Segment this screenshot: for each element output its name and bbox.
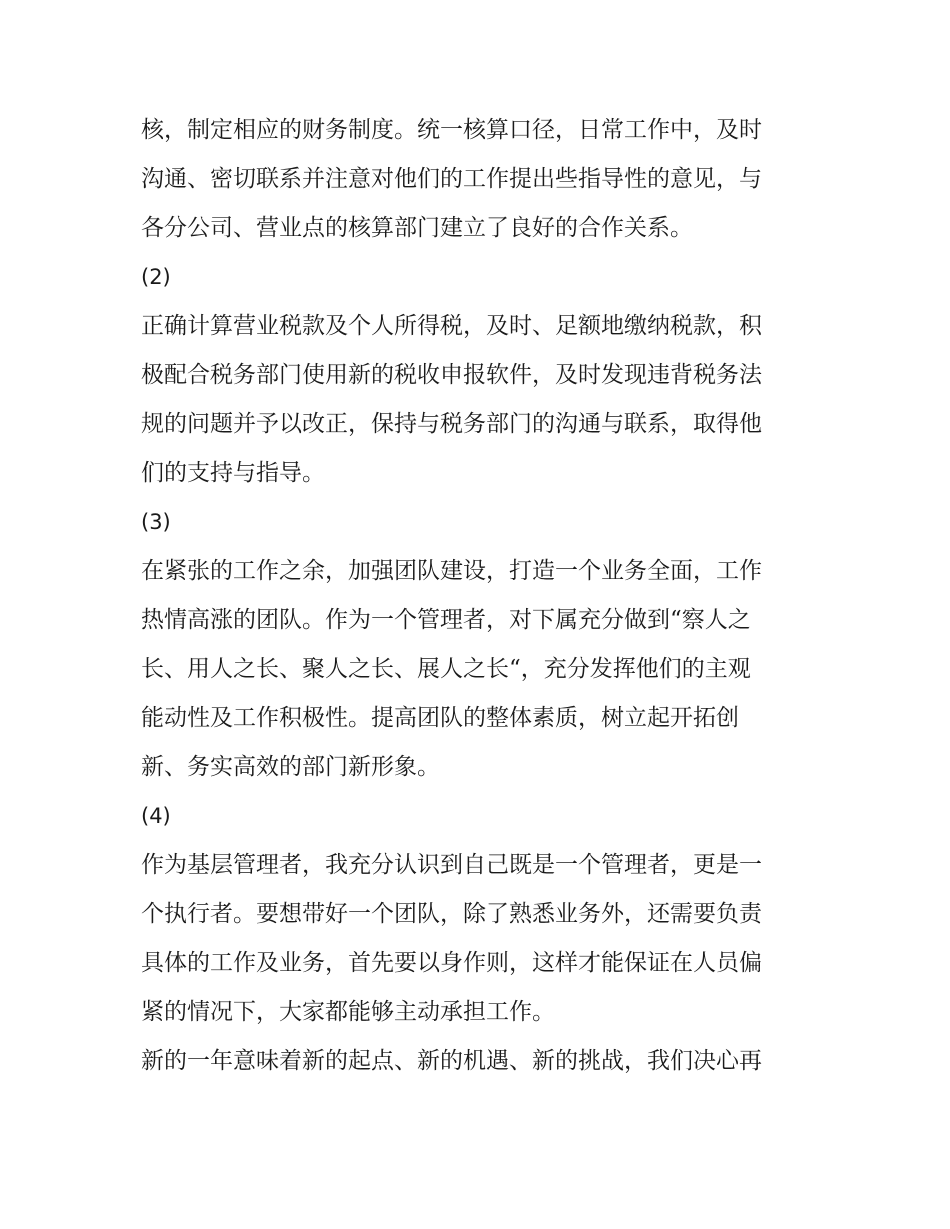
list-marker: (3) xyxy=(141,510,171,534)
text-line: 正确计算营业税款及个人所得税，及时、足额地缴纳税款，积 xyxy=(141,313,762,339)
text-line: 新、务实高效的部门新形象。 xyxy=(141,754,440,780)
text-line: 紧的情况下，大家都能够主动承担工作。 xyxy=(141,999,555,1025)
text-line: 在紧张的工作之余，加强团队建设，打造一个业务全面，工作 xyxy=(141,558,762,584)
text-line: 新的一年意味着新的起点、新的机遇、新的挑战，我们决心再 xyxy=(141,1048,762,1074)
text-line: 各分公司、营业点的核算部门建立了良好的合作关系。 xyxy=(141,215,693,241)
text-line: 热情高涨的团队。作为一个管理者，对下属充分做到“察人之 xyxy=(141,607,751,633)
text-line: 长、用人之长、聚人之长、展人之长“，充分发挥他们的主观 xyxy=(141,656,751,682)
text-line: 核，制定相应的财务制度。统一核算口径，日常工作中，及时 xyxy=(141,117,762,143)
list-marker: (2) xyxy=(141,265,171,289)
text-line: 能动性及工作积极性。提高团队的整体素质，树立起开拓创 xyxy=(141,705,739,731)
text-line: 规的问题并予以改正，保持与税务部门的沟通与联系，取得他 xyxy=(141,411,762,437)
text-line: 沟通、密切联系并注意对他们的工作提出些指导性的意见，与 xyxy=(141,166,762,192)
text-line: 个执行者。要想带好一个团队，除了熟悉业务外，还需要负责 xyxy=(141,901,762,927)
text-line: 作为基层管理者，我充分认识到自己既是一个管理者，更是一 xyxy=(141,852,762,878)
text-line: 具体的工作及业务，首先要以身作则，这样才能保证在人员偏 xyxy=(141,950,762,976)
text-line: 们的支持与指导。 xyxy=(141,460,325,486)
text-line: 极配合税务部门使用新的税收申报软件，及时发现违背税务法 xyxy=(141,362,762,388)
list-marker: (4) xyxy=(141,804,171,828)
document-body xyxy=(141,106,831,1086)
